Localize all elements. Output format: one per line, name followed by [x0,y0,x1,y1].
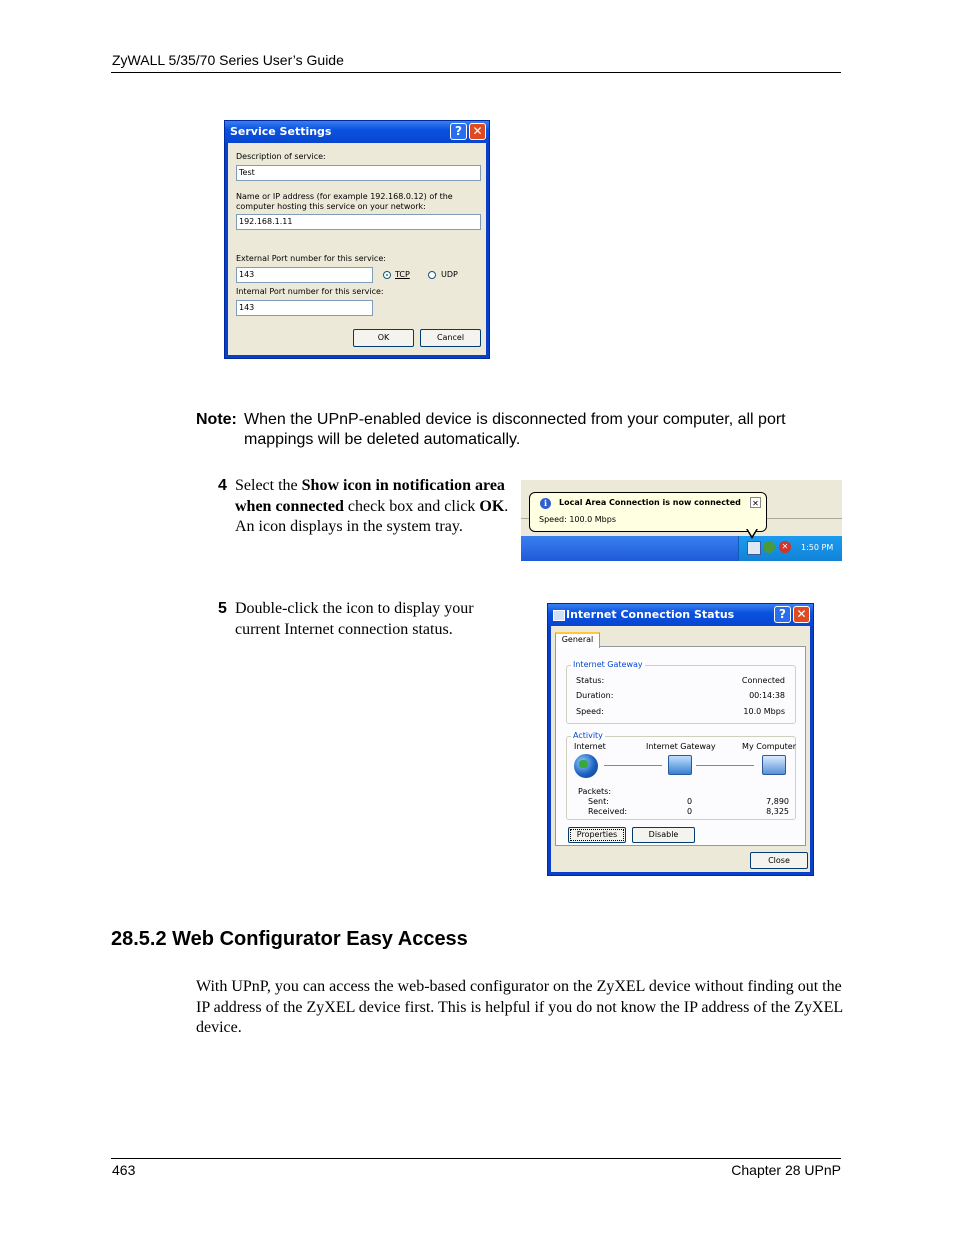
dialog-body [228,143,486,355]
sent-label: Sent: [588,797,609,806]
ext-port-label: External Port number for this service: [236,254,386,263]
properties-button[interactable]: Properties [568,827,626,843]
footer-rule [111,1158,841,1159]
step-number: 4 [218,477,227,494]
balloon-text: Speed: 100.0 Mbps [539,515,616,524]
computer-column-label: My Computer [742,742,796,751]
close-button[interactable]: Close [750,852,808,869]
service-settings-dialog [224,120,490,359]
speed-value: 10.0 Mbps [743,707,785,716]
computer-icon [762,755,786,775]
tab-panel [555,646,806,846]
description-field[interactable]: Test [236,165,481,181]
host-label-1: Name or IP address (for example 192.168.0.12) of the [236,192,453,201]
globe-icon [574,754,598,778]
help-icon[interactable]: ? [450,123,467,140]
balloon-title: Local Area Connection is now connected [559,498,741,507]
security-alert-icon[interactable]: ✕ [779,541,791,553]
network-icon[interactable] [747,541,761,555]
packets-label: Packets: [578,787,612,796]
gateway-group-label: Internet Gateway [573,660,643,669]
host-ip-field[interactable]: 192.168.1.11 [236,214,481,230]
help-icon[interactable]: ? [774,606,791,623]
connection-line [696,765,754,766]
udp-label: UDP [441,270,458,279]
duration-value: 00:14:38 [749,691,785,700]
step-text-part: . An icon displays in the system tray. [235,497,509,535]
received-label: Received: [588,807,628,816]
connection-line [604,765,662,766]
note-text: When the UPnP-enabled device is disconnected from your computer, all port mappings will be deleted automatically. [244,411,786,448]
step-text-part: Select the [235,477,302,494]
dialog-title: Service Settings [225,121,489,143]
speed-label: Speed: [576,707,604,716]
chapter-label: Chapter 28 UPnP [731,1162,841,1178]
step-bold-text: Show icon in notification area when connected [235,477,505,515]
system-tray-screenshot [521,480,842,561]
note-label: Note: [196,411,237,428]
cancel-button[interactable]: Cancel [420,329,481,347]
gateway-icon [668,755,692,775]
header-rule [111,72,841,73]
internet-connection-status-dialog [547,603,814,876]
network-connection-icon [553,610,565,621]
step-bold-text: OK [479,497,505,515]
received-computer-value: 8,325 [766,807,789,816]
info-icon: i [540,498,551,509]
globe-land [579,760,588,768]
int-port-label: Internal Port number for this service: [236,287,384,296]
section-body: With UPnP, you can access the web-based configurator on the ZyXEL device without finding out the IP address of the ZyXEL device first. This is helpful if you do not know the IP address of the ZyXEL device. [196,978,843,1036]
internal-port-field[interactable]: 143 [236,300,373,316]
guide-title: ZyWALL 5/35/70 Series User’s Guide [112,52,344,68]
sent-gateway-value: 0 [687,797,693,806]
upnp-icon[interactable] [763,541,775,553]
sent-computer-value: 7,890 [766,797,789,806]
close-icon[interactable]: ✕ [793,606,810,623]
ok-button[interactable]: OK [353,329,414,347]
step-text [235,476,515,538]
activity-group-label: Activity [573,731,603,740]
external-port-field[interactable]: 143 [236,267,373,283]
host-label-2: computer hosting this service on your network: [236,202,426,211]
balloon-tip[interactable] [529,492,767,532]
received-gateway-value: 0 [687,807,693,816]
status-value: Connected [741,676,785,685]
step-text: Double-click the icon to display your current Internet connection status. [235,600,474,638]
step-text-part: check box and click [343,497,480,515]
disable-button[interactable]: Disable [632,827,695,843]
internet-column-label: Internet [574,742,606,751]
desc-label: Description of service: [236,152,326,161]
page-number: 463 [112,1162,136,1178]
clock: 1:50 PM [801,543,834,552]
status-label: Status: [576,676,605,685]
dialog-title: Internet Connection Status [548,604,813,626]
balloon-pointer-fill [747,528,757,536]
dialog-body [551,626,810,872]
gateway-column-label: Internet Gateway [646,742,716,751]
duration-label: Duration: [576,691,614,700]
tcp-radio[interactable] [383,271,391,279]
tab-general[interactable]: General [555,632,600,648]
udp-radio[interactable] [428,271,436,279]
section-heading: 28.5.2 Web Configurator Easy Access [111,928,468,950]
close-icon[interactable]: ✕ [469,123,486,140]
balloon-close-icon[interactable]: ✕ [750,497,761,508]
step-number: 5 [218,600,227,617]
tcp-label: TCP [395,270,410,279]
